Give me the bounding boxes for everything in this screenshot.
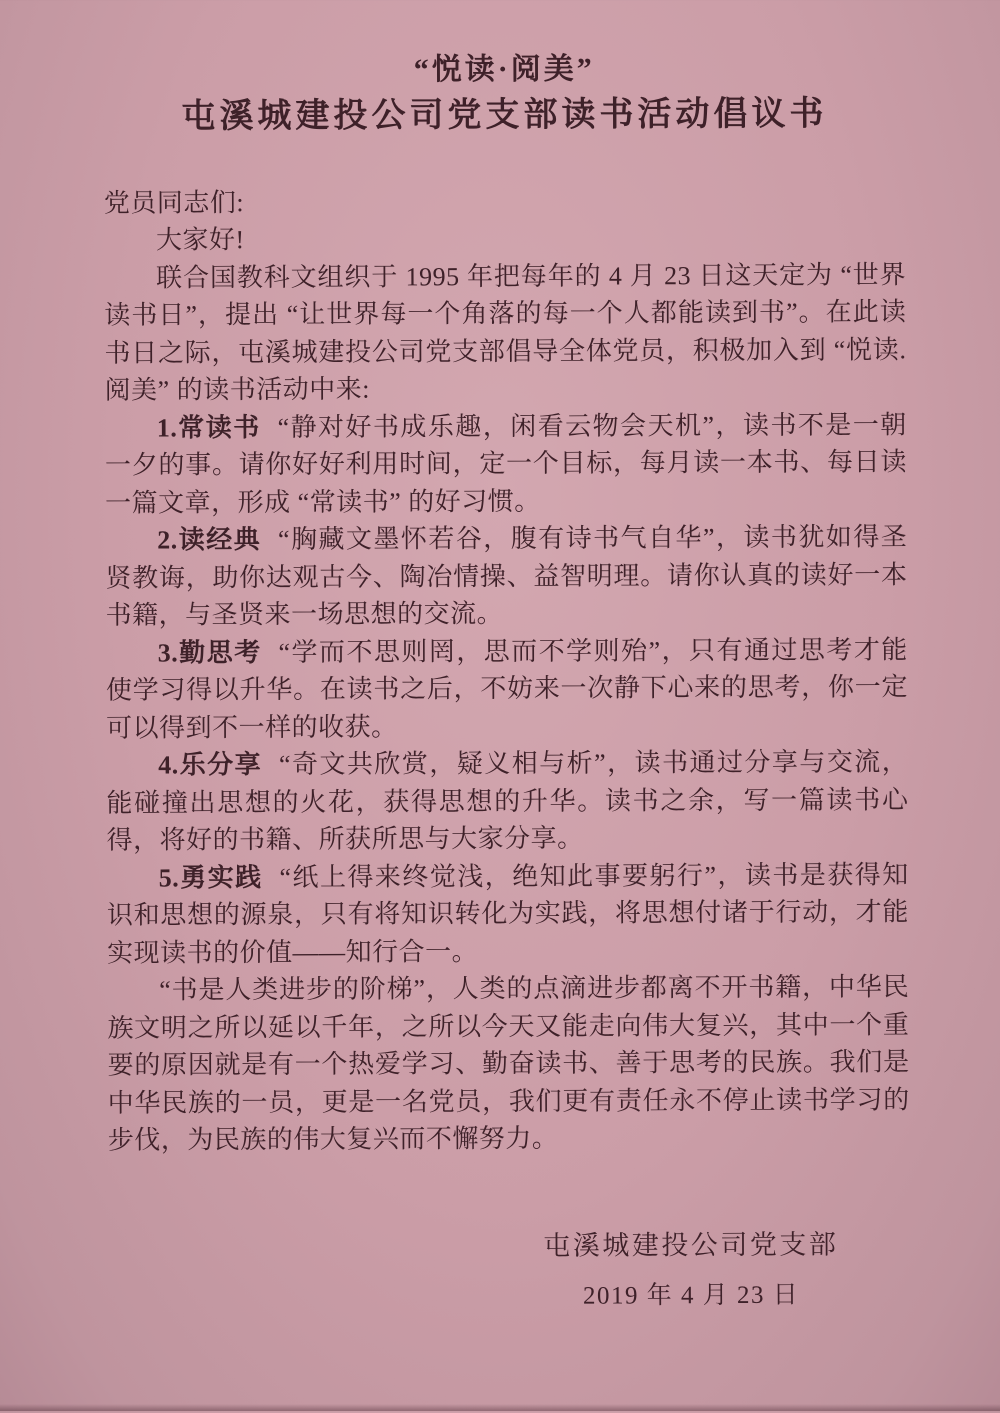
item-1-label: 1.常读书 xyxy=(156,412,261,443)
item-1 xyxy=(105,406,907,522)
item-2-text: “胸藏文墨怀若谷，腹有诗书气自华”，读书犹如得圣贤教诲，助你达观古今、陶冶情操、益智明理。请你认真的读好一本书籍，与圣贤来一场思想的交流。 xyxy=(105,522,908,631)
document-title: “悦读·阅美” xyxy=(413,52,595,87)
item-2 xyxy=(105,519,907,635)
document-subtitle: 屯溪城建投公司党支部读书活动倡议书 xyxy=(181,95,828,136)
item-3-text: “学而不思则罔，思而不学则殆”，只有通过思考才能使学习得以升华。在读书之后，不妨来一次静下心来的思考，你一定可以得到不一样的收获。 xyxy=(105,635,908,743)
salutation: 党员同志们: xyxy=(103,187,245,218)
item-5-label: 5.勇实践 xyxy=(158,862,263,893)
item-3 xyxy=(106,631,908,747)
closing-paragraph: “书是人类进步的阶梯”，人类的点滴进步都离不开书籍，中华民族文明之所以延以千年，之所以今天又能走向伟大复兴，其中一个重要的原因就是有一个热爱学习、勤奋读书、善于思考的民族。我们是中华民族的一员，更是一名党员，我们更有责任永不停止读书学习的步伐，为民族的伟大复兴而不懈努力。 xyxy=(107,972,910,1156)
item-5 xyxy=(107,856,909,972)
greeting: 大家好! xyxy=(155,225,245,255)
signature-block xyxy=(543,1222,838,1311)
item-4-text: “奇文共欣赏，疑义相与析”，读书通过分享与交流，能碰撞出思想的火花，获得思想的升华。读书之余，写一篇读书心得，将好的书籍、所获所思与大家分享。 xyxy=(106,747,909,856)
item-1-text: “静对好书成乐趣，闲看云物会天机”，读书不是一朝一夕的事。请你好好利用时间，定一个目标，每月读一本书、每日读一篇文章，形成 “常读书” 的好习惯。 xyxy=(104,410,908,518)
item-5-text: “纸上得来终觉浅，绝知此事要躬行”，读书是获得知识和思想的源泉，只有将知识转化为实践，将思想付诸于行动，才能实现读书的价值——知行合一。 xyxy=(106,860,909,968)
intro-paragraph: 联合国教科文组织于 1995 年把每年的 4 月 23 日这天定为 “世界读书日”，提出 “让世界每一个角落的每一个人都能读到书”。在此读书日之际，屯溪城建投公司党支部倡导全体党员，积极加入到 “悦读. 阅美” 的读书活动中来: xyxy=(104,260,907,406)
document-body xyxy=(104,181,910,1159)
item-3-label: 3.勤思考 xyxy=(157,637,262,668)
signature-date: 2019 年 4 月 23 日 xyxy=(582,1281,800,1310)
item-4-label: 4.乐分享 xyxy=(158,750,263,780)
item-4 xyxy=(106,744,908,860)
signature-org: 屯溪城建投公司党支部 xyxy=(543,1229,839,1261)
item-2-label: 2.读经典 xyxy=(157,525,262,555)
